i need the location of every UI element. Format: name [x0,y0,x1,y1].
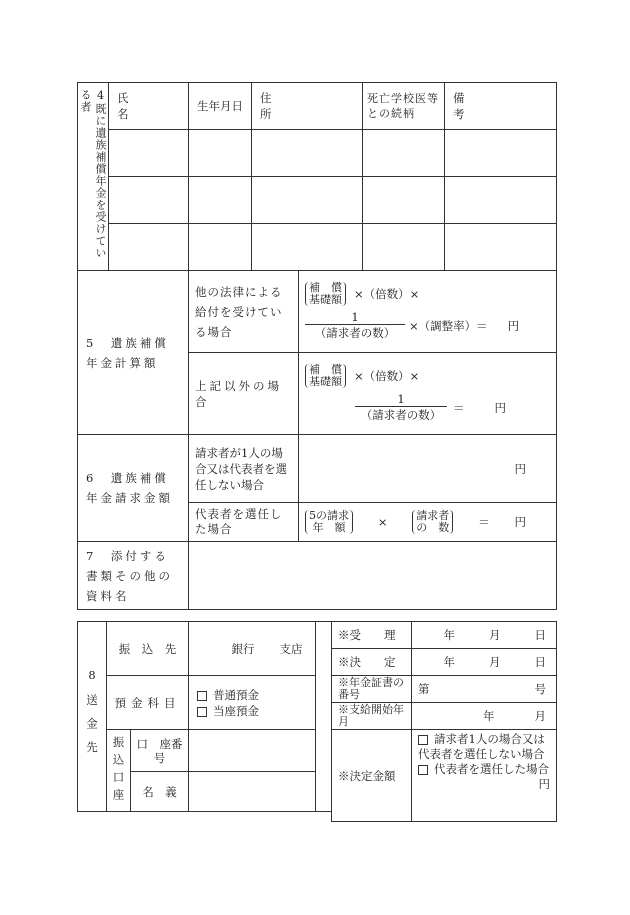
sec6-case2: 代表者を選任した場合 [189,503,299,542]
yen-unit: 円 [514,461,526,476]
checkbox-futsu[interactable]: 普通預金 [197,687,315,703]
sec4-row [78,224,557,271]
certificate-number[interactable]: 第 号 [412,676,557,703]
account-holder-cell[interactable] [189,772,316,812]
sec4-row [78,177,557,224]
fraction: $\frac{1}{\text{（請求者の数）}}$ [305,310,405,341]
sec4-rel-cell[interactable] [363,224,445,271]
checkbox-toza[interactable]: 当座預金 [197,703,315,719]
furikomisaki-label: 振 込 先 [107,622,189,676]
yen-unit: 円 [494,400,506,415]
account-number-cell[interactable] [189,730,316,772]
sec5-case2: 上記以外の場合 [189,353,299,435]
certificate-number-label: ※年金証書の番号 [332,676,412,703]
sec4-name-cell[interactable] [109,130,189,177]
account-holder-label: 名 義 [131,772,189,812]
fraction: $\frac{1}{\text{（請求者の数）}}$ [355,392,447,423]
sec4-remarks-cell[interactable] [445,177,557,224]
payment-start-label: ※支給開始年月 [332,703,412,730]
sec4-birth-cell[interactable] [189,177,252,224]
times-multiplier: ×（倍数）× [354,369,420,383]
sec4-address-cell[interactable] [252,177,363,224]
sec4-birth-cell[interactable] [189,130,252,177]
sec4-label [78,83,109,271]
annual-amount-bracket: 5の請求 年 額 [305,510,353,534]
times-multiplier: ×（倍数）× [354,287,420,301]
payment-start-date[interactable]: 年 月 [412,703,557,730]
furikomi-koza-label: 振込口座 [107,730,131,812]
checkbox-opt2[interactable]: 代表者を選任した場合 [418,762,550,777]
sec5-formula1 [299,271,557,353]
sec6-label: 6 遺族補償年金請求金額 [78,435,189,542]
header-address: 住所 [252,83,363,130]
sec6-formula [299,503,557,542]
deposit-type-options [189,676,316,730]
sec4-title: 既に遺族補償年金を受けている者 [79,89,107,259]
decided-amount-options [412,730,557,822]
sec4-remarks-cell[interactable] [445,130,557,177]
equals-sign: ＝ [478,515,490,529]
sec7-documents-cell[interactable] [189,542,557,610]
sec6-amount1[interactable] [299,435,557,503]
sec4-birth-cell[interactable] [189,224,252,271]
adjustment-rate: ×（調整率）＝ [409,318,488,333]
header-birthdate: 生年月日 [189,83,252,130]
sec4-rel-cell[interactable] [363,177,445,224]
sec5-label: 5 遺族補償年金計算額 [78,271,189,435]
times-sign: × [377,515,388,529]
decision-label: ※決 定 [332,649,412,676]
sec4-row [78,130,557,177]
sec7-label: 7 添付する書類その他の資料名 [78,542,189,610]
remittance-table [77,621,332,812]
sec4-address-cell[interactable] [252,130,363,177]
sec8-label: 8送金先 [78,622,107,812]
branch-label: 支店 [279,641,303,656]
sec4-rel-cell[interactable] [363,130,445,177]
header-relationship: 死亡学校医等との続柄 [363,83,445,130]
upper-form-table [77,82,557,610]
decision-date[interactable]: 年 月 日 [412,649,557,676]
claimant-count-bracket: 請求者 の 数 [412,510,453,534]
sec4-name-cell[interactable] [109,177,189,224]
office-use-table [331,621,557,822]
hokan-kiso-bracket: 補 償 基礎額 [305,282,346,306]
sec4-number: 4 [94,89,107,103]
yen-unit: 円 [507,318,520,333]
hokan-kiso-bracket: 補 償 基礎額 [305,364,346,388]
sec4-name-cell[interactable] [109,224,189,271]
equals-sign: ＝ [453,400,465,415]
checkbox-opt1[interactable]: 請求者1人の場合又は代表者を選任しない場合 [418,732,545,761]
header-name: 氏名 [109,83,189,130]
receipt-label: ※受 理 [332,622,412,649]
sec4-remarks-cell[interactable] [445,224,557,271]
yen-unit: 円 [514,515,526,529]
receipt-date[interactable]: 年 月 日 [412,622,557,649]
sec5-case1: 他の法律による給付を受けている場合 [189,271,299,353]
bank-branch-cell[interactable] [189,622,316,676]
sec4-address-cell[interactable] [252,224,363,271]
sec5-formula2 [299,353,557,435]
yen-unit: 円 [538,777,550,791]
deposit-type-label: 預金科目 [107,676,189,730]
account-number-label: 口 座番 号 [131,730,189,772]
decided-amount-label: ※決定金額 [332,730,412,822]
bank-label: 銀行 [231,641,255,656]
gap-cell [316,622,332,812]
sec6-case1: 請求者が1人の場合又は代表者を選任しない場合 [189,435,299,503]
header-remarks: 備考 [445,83,557,130]
